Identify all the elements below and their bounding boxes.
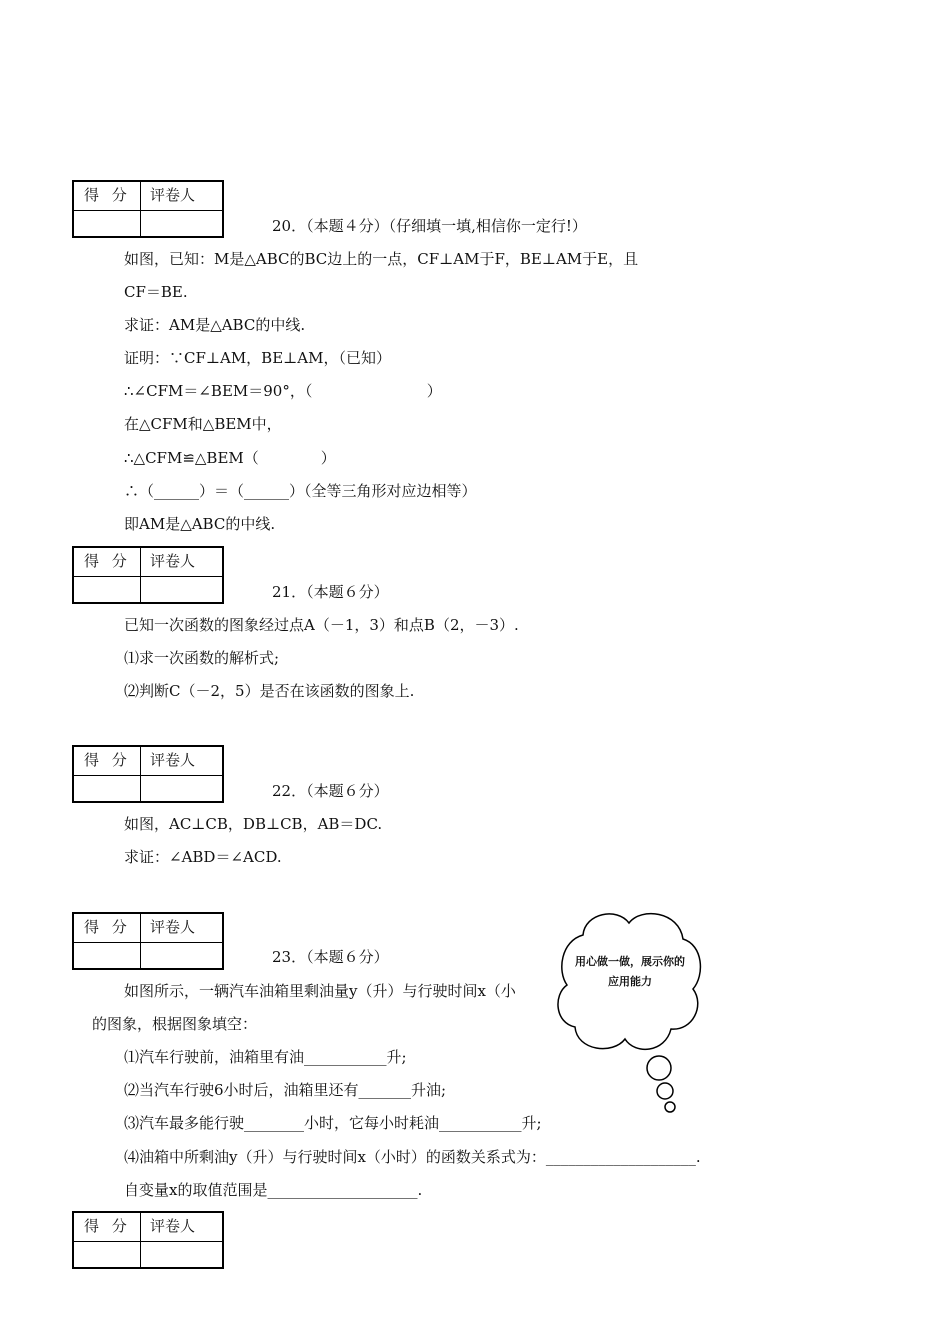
q20-line: ∴（______）＝（______）（全等三角形对应边相等） bbox=[124, 482, 477, 500]
score-label: 得 分 bbox=[84, 1217, 131, 1235]
q23-line: ⑷油箱中所剩油y（升）与行驶时间x（小时）的函数关系式为：____________________. bbox=[124, 1148, 701, 1166]
score-box-23 bbox=[72, 912, 224, 970]
q20-line: ∴△CFM≌△BEM（ ） bbox=[124, 449, 336, 467]
cloud-text: 用心做一做，展示你的应用能力 bbox=[575, 955, 685, 988]
score-label: 得 分 bbox=[84, 186, 131, 204]
q20-line: 如图，已知：M是△ABC的BC边上的一点，CF⊥AM于F，BE⊥AM于E，且 bbox=[124, 250, 639, 268]
score-box-24 bbox=[72, 1211, 224, 1269]
grader-label: 评卷人 bbox=[150, 918, 196, 936]
q21-line: ⑵判断C（－2，5）是否在该函数的图象上. bbox=[124, 682, 415, 700]
q20-line: 在△CFM和△BEM中， bbox=[124, 415, 282, 433]
q20-line: 证明：∵CF⊥AM，BE⊥AM，（已知） bbox=[124, 349, 391, 367]
q23-line: 的图象，根据图象填空： bbox=[92, 1015, 258, 1033]
q21-title: 21．（本题６分） bbox=[272, 583, 389, 601]
q21-line: ⑴求一次函数的解析式; bbox=[124, 649, 280, 667]
q20-title: 20．（本题４分）（仔细填一填,相信你一定行!） bbox=[272, 217, 587, 235]
q22-title: 22．（本题６分） bbox=[272, 782, 389, 800]
grader-label: 评卷人 bbox=[150, 1217, 196, 1235]
q23-line: ⑶汽车最多能行驶________小时，它每小时耗油___________升; bbox=[124, 1114, 542, 1132]
grader-label: 评卷人 bbox=[150, 552, 196, 570]
score-box-22 bbox=[72, 745, 224, 803]
grader-label: 评卷人 bbox=[150, 186, 196, 204]
score-label: 得 分 bbox=[84, 751, 131, 769]
q23-line: 自变量x的取值范围是____________________. bbox=[124, 1181, 423, 1199]
q22-line: 求证：∠ABD＝∠ACD. bbox=[124, 848, 282, 866]
q20-line: CF＝BE. bbox=[124, 283, 188, 301]
q23-line: 如图所示，一辆汽车油箱里剩油量y（升）与行驶时间x（小 bbox=[124, 982, 516, 1000]
q20-line: ∴∠CFM＝∠BEM＝90°，（ ） bbox=[124, 382, 442, 400]
q22-line: 如图，AC⊥CB，DB⊥CB，AB＝DC. bbox=[124, 815, 383, 833]
score-label: 得 分 bbox=[84, 918, 131, 936]
thought-cloud-icon bbox=[555, 905, 705, 1115]
q20-line: 即AM是△ABC的中线. bbox=[124, 515, 276, 533]
q20-line: 求证：AM是△ABC的中线. bbox=[124, 316, 306, 334]
q23-line: ⑴汽车行驶前，油箱里有油___________升; bbox=[124, 1048, 407, 1066]
q21-line: 已知一次函数的图象经过点A（－1，3）和点B（2，－3）. bbox=[124, 616, 519, 634]
q23-line: ⑵当汽车行驶6小时后，油箱里还有_______升油; bbox=[124, 1081, 447, 1099]
q23-title: 23．（本题６分） bbox=[272, 948, 389, 966]
score-box-21 bbox=[72, 546, 224, 604]
score-box-20 bbox=[72, 180, 224, 238]
score-label: 得 分 bbox=[84, 552, 131, 570]
grader-label: 评卷人 bbox=[150, 751, 196, 769]
